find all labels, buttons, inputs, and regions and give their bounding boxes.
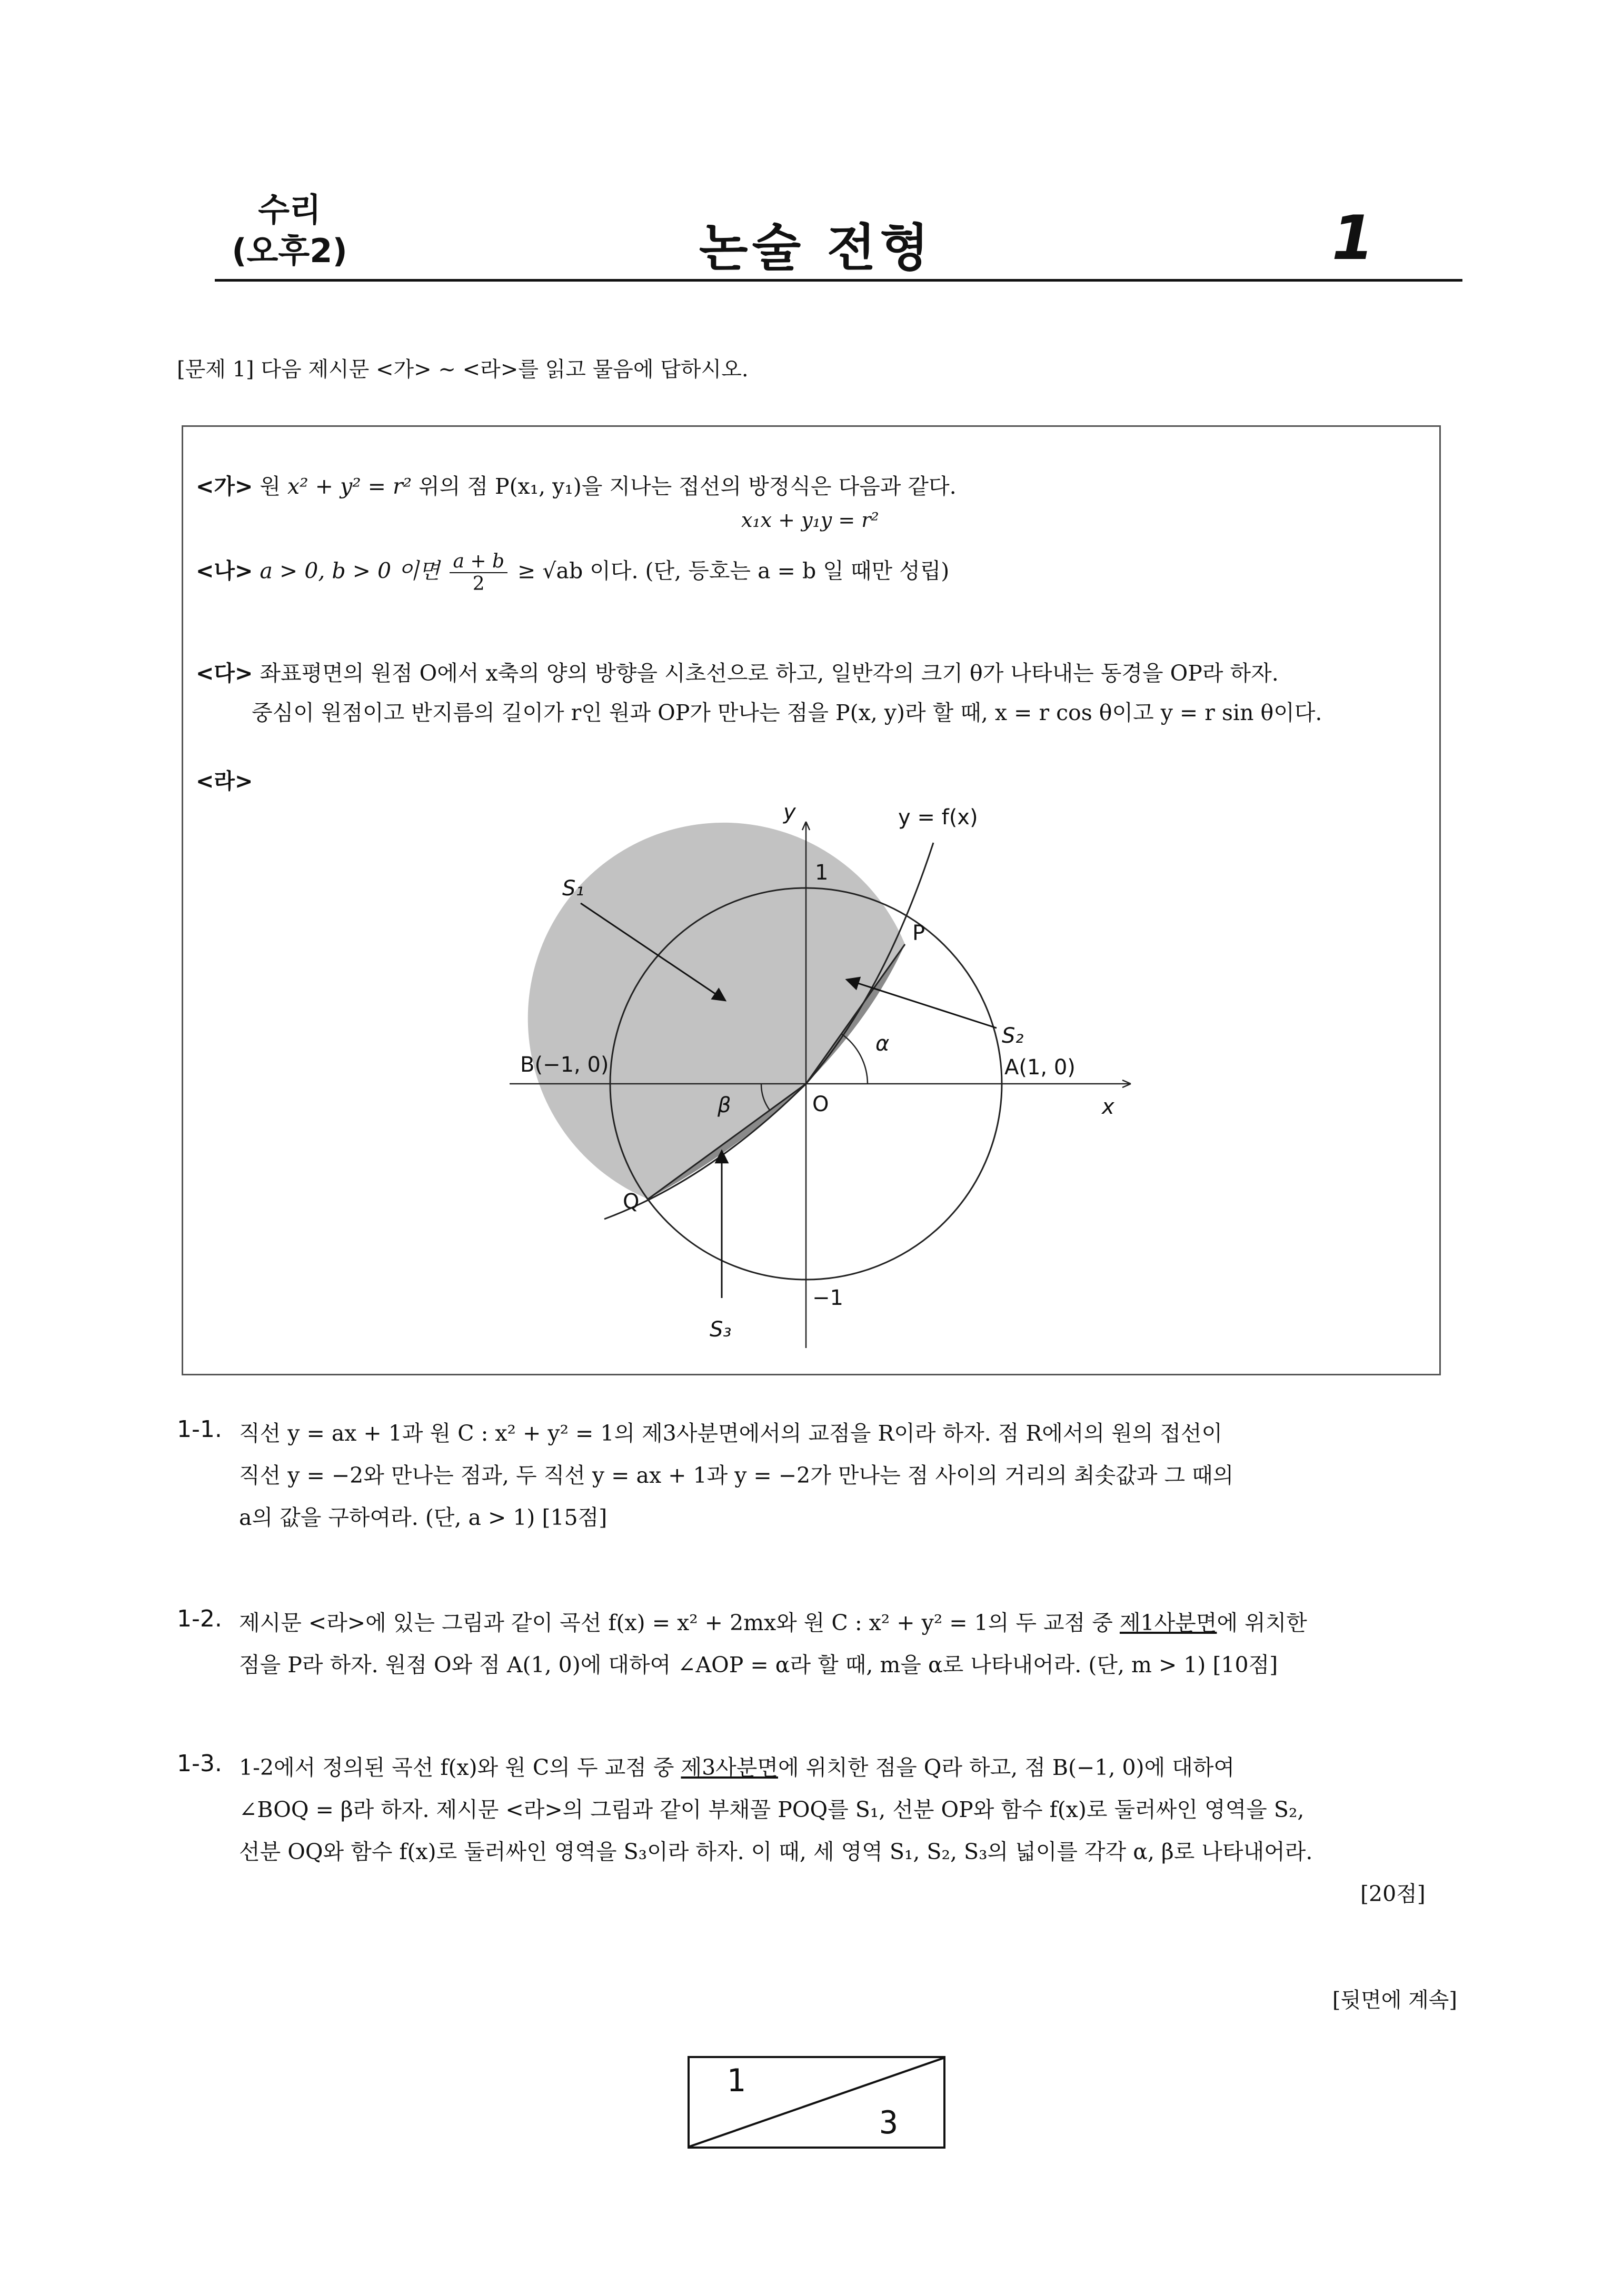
na-fraction-den: 2 (472, 573, 485, 595)
subject-line-1: 수리 (258, 191, 321, 229)
problem-1-1-line-3: a의 값을 구하여라. (단, a > 1) [15점] (239, 1505, 608, 1530)
subject-line-2: (오후2) (232, 232, 347, 270)
page-current: 1 (726, 2062, 746, 2099)
problem-1-2-line-1 (239, 1605, 1307, 1636)
tick-1-label: 1 (815, 861, 829, 885)
header-rule (215, 279, 1462, 282)
problem-1-2-line-1b: 에 위치한 (1217, 1610, 1307, 1635)
s1-label: S₁ (562, 876, 584, 901)
sector-s1 (528, 823, 905, 1199)
problem-1-3-underline: 제3사분면 (681, 1755, 778, 1780)
problem-1-2-line-1a: 제시문 <라>에 있는 그림과 같이 곡선 f(x) = x² + 2mx와 원 C : x² + y² = 1의 두 교점 중 (239, 1610, 1120, 1635)
tick-minus-1-label: −1 (812, 1286, 843, 1310)
circle-figure (183, 427, 1439, 1374)
page-title: 논술 전형 (699, 218, 933, 277)
problem-1-3-line-1a: 1-2에서 정의된 곡선 f(x)와 원 C의 두 교점 중 (239, 1755, 681, 1780)
x-axis-label: x (1102, 1095, 1114, 1119)
na-label: <나> (196, 558, 253, 584)
point-q-label: Q (623, 1190, 640, 1214)
da-line-1: 좌표평면의 원점 O에서 x축의 양의 방향을 시초선으로 하고, 일반각의 크기 θ가 나타내는 동경을 OP라 하자. (260, 661, 1279, 686)
problem-1-3-points: [20점] (1360, 1881, 1426, 1906)
problem-1-3-line-1b: 에 위치한 점을 Q라 하고, 점 B(−1, 0)에 대하여 (778, 1755, 1235, 1780)
page-indicator (688, 2056, 945, 2149)
problem-1-1-line-2: 직선 y = −2와 만나는 점과, 두 직선 y = ax + 1과 y = −2가 만나는 점 사이의 거리의 최솟값과 그 때의 (239, 1463, 1234, 1488)
ga-formula: x₁x + y₁y = r² (741, 508, 879, 532)
alpha-label: α (875, 1032, 890, 1056)
passage-box (182, 425, 1441, 1375)
instruction: [문제 1] 다음 제시문 <가> ~ <라>를 읽고 물음에 답하시오. (177, 357, 749, 382)
na-rest: ≥ √ab 이다. (단, 등호는 a = b 일 때만 성립) (517, 558, 950, 584)
da-label: <다> (196, 661, 253, 686)
subject-label (211, 189, 369, 272)
problem-1-3-line-2: ∠BOQ = β라 하자. 제시문 <라>의 그림과 같이 부채꼴 POQ를 S₁, 선분 OP와 함수 f(x)로 둘러싸인 영역을 S₂, (239, 1797, 1305, 1822)
beta-label: β (718, 1093, 731, 1117)
point-b-label: B(−1, 0) (520, 1053, 609, 1077)
page-total: 3 (879, 2104, 899, 2141)
problem-1-2-underline: 제1사분면 (1119, 1610, 1217, 1635)
ga-label: <가> (196, 474, 253, 499)
problem-1-2-number: 1-2. (177, 1605, 222, 1632)
curve-label: y = f(x) (898, 805, 978, 830)
na-fraction-num: a + b (450, 551, 507, 573)
ga-text-a: 원 (260, 474, 288, 499)
da-line-2: 중심이 원점이고 반지름의 길이가 r인 원과 OP가 만나는 점을 P(x, y)라 할 때, x = r cos θ이고 y = r sin θ이다. (252, 700, 1322, 725)
continue-note: [뒷면에 계속] (1332, 1988, 1457, 2012)
alpha-arc (841, 1034, 868, 1084)
na-condition: a > 0, b > 0 이면 (260, 558, 440, 584)
problem-1-3-line-1 (239, 1750, 1234, 1781)
ga-text-b: 위의 점 P(x₁, y₁)을 지나는 접선의 방정식은 다음과 같다. (419, 474, 957, 499)
problem-1-1-line-1: 직선 y = ax + 1과 원 C : x² + y² = 1의 제3사분면에서의 교점을 R이라 하자. 점 R에서의 원의 접선이 (239, 1421, 1223, 1446)
ga-equation: x² + y² = r² (287, 474, 412, 499)
point-a-label: A(1, 0) (1004, 1055, 1076, 1080)
s3-label: S₃ (710, 1317, 732, 1342)
problem-1-3-number: 1-3. (177, 1750, 222, 1777)
origin-label: O (812, 1092, 829, 1116)
y-axis-label: y (783, 800, 796, 824)
problem-1-2-line-2: 점을 P라 하자. 원점 O와 점 A(1, 0)에 대하여 ∠AOP = α라 할 때, m을 α로 나타내어라. (단, m > 1) [10점] (239, 1652, 1278, 1678)
problem-1-3-line-3: 선분 OQ와 함수 f(x)로 둘러싸인 영역을 S₃이라 하자. 이 때, 세 영역 S₁, S₂, S₃의 넓이를 각각 α, β로 나타내어라. (239, 1839, 1313, 1864)
point-p-label: P (912, 921, 925, 945)
problem-1-1-number: 1-1. (177, 1416, 222, 1443)
section-number: 1 (1331, 203, 1375, 274)
s2-label: S₂ (1002, 1024, 1024, 1048)
ra-label: <라> (196, 768, 253, 794)
